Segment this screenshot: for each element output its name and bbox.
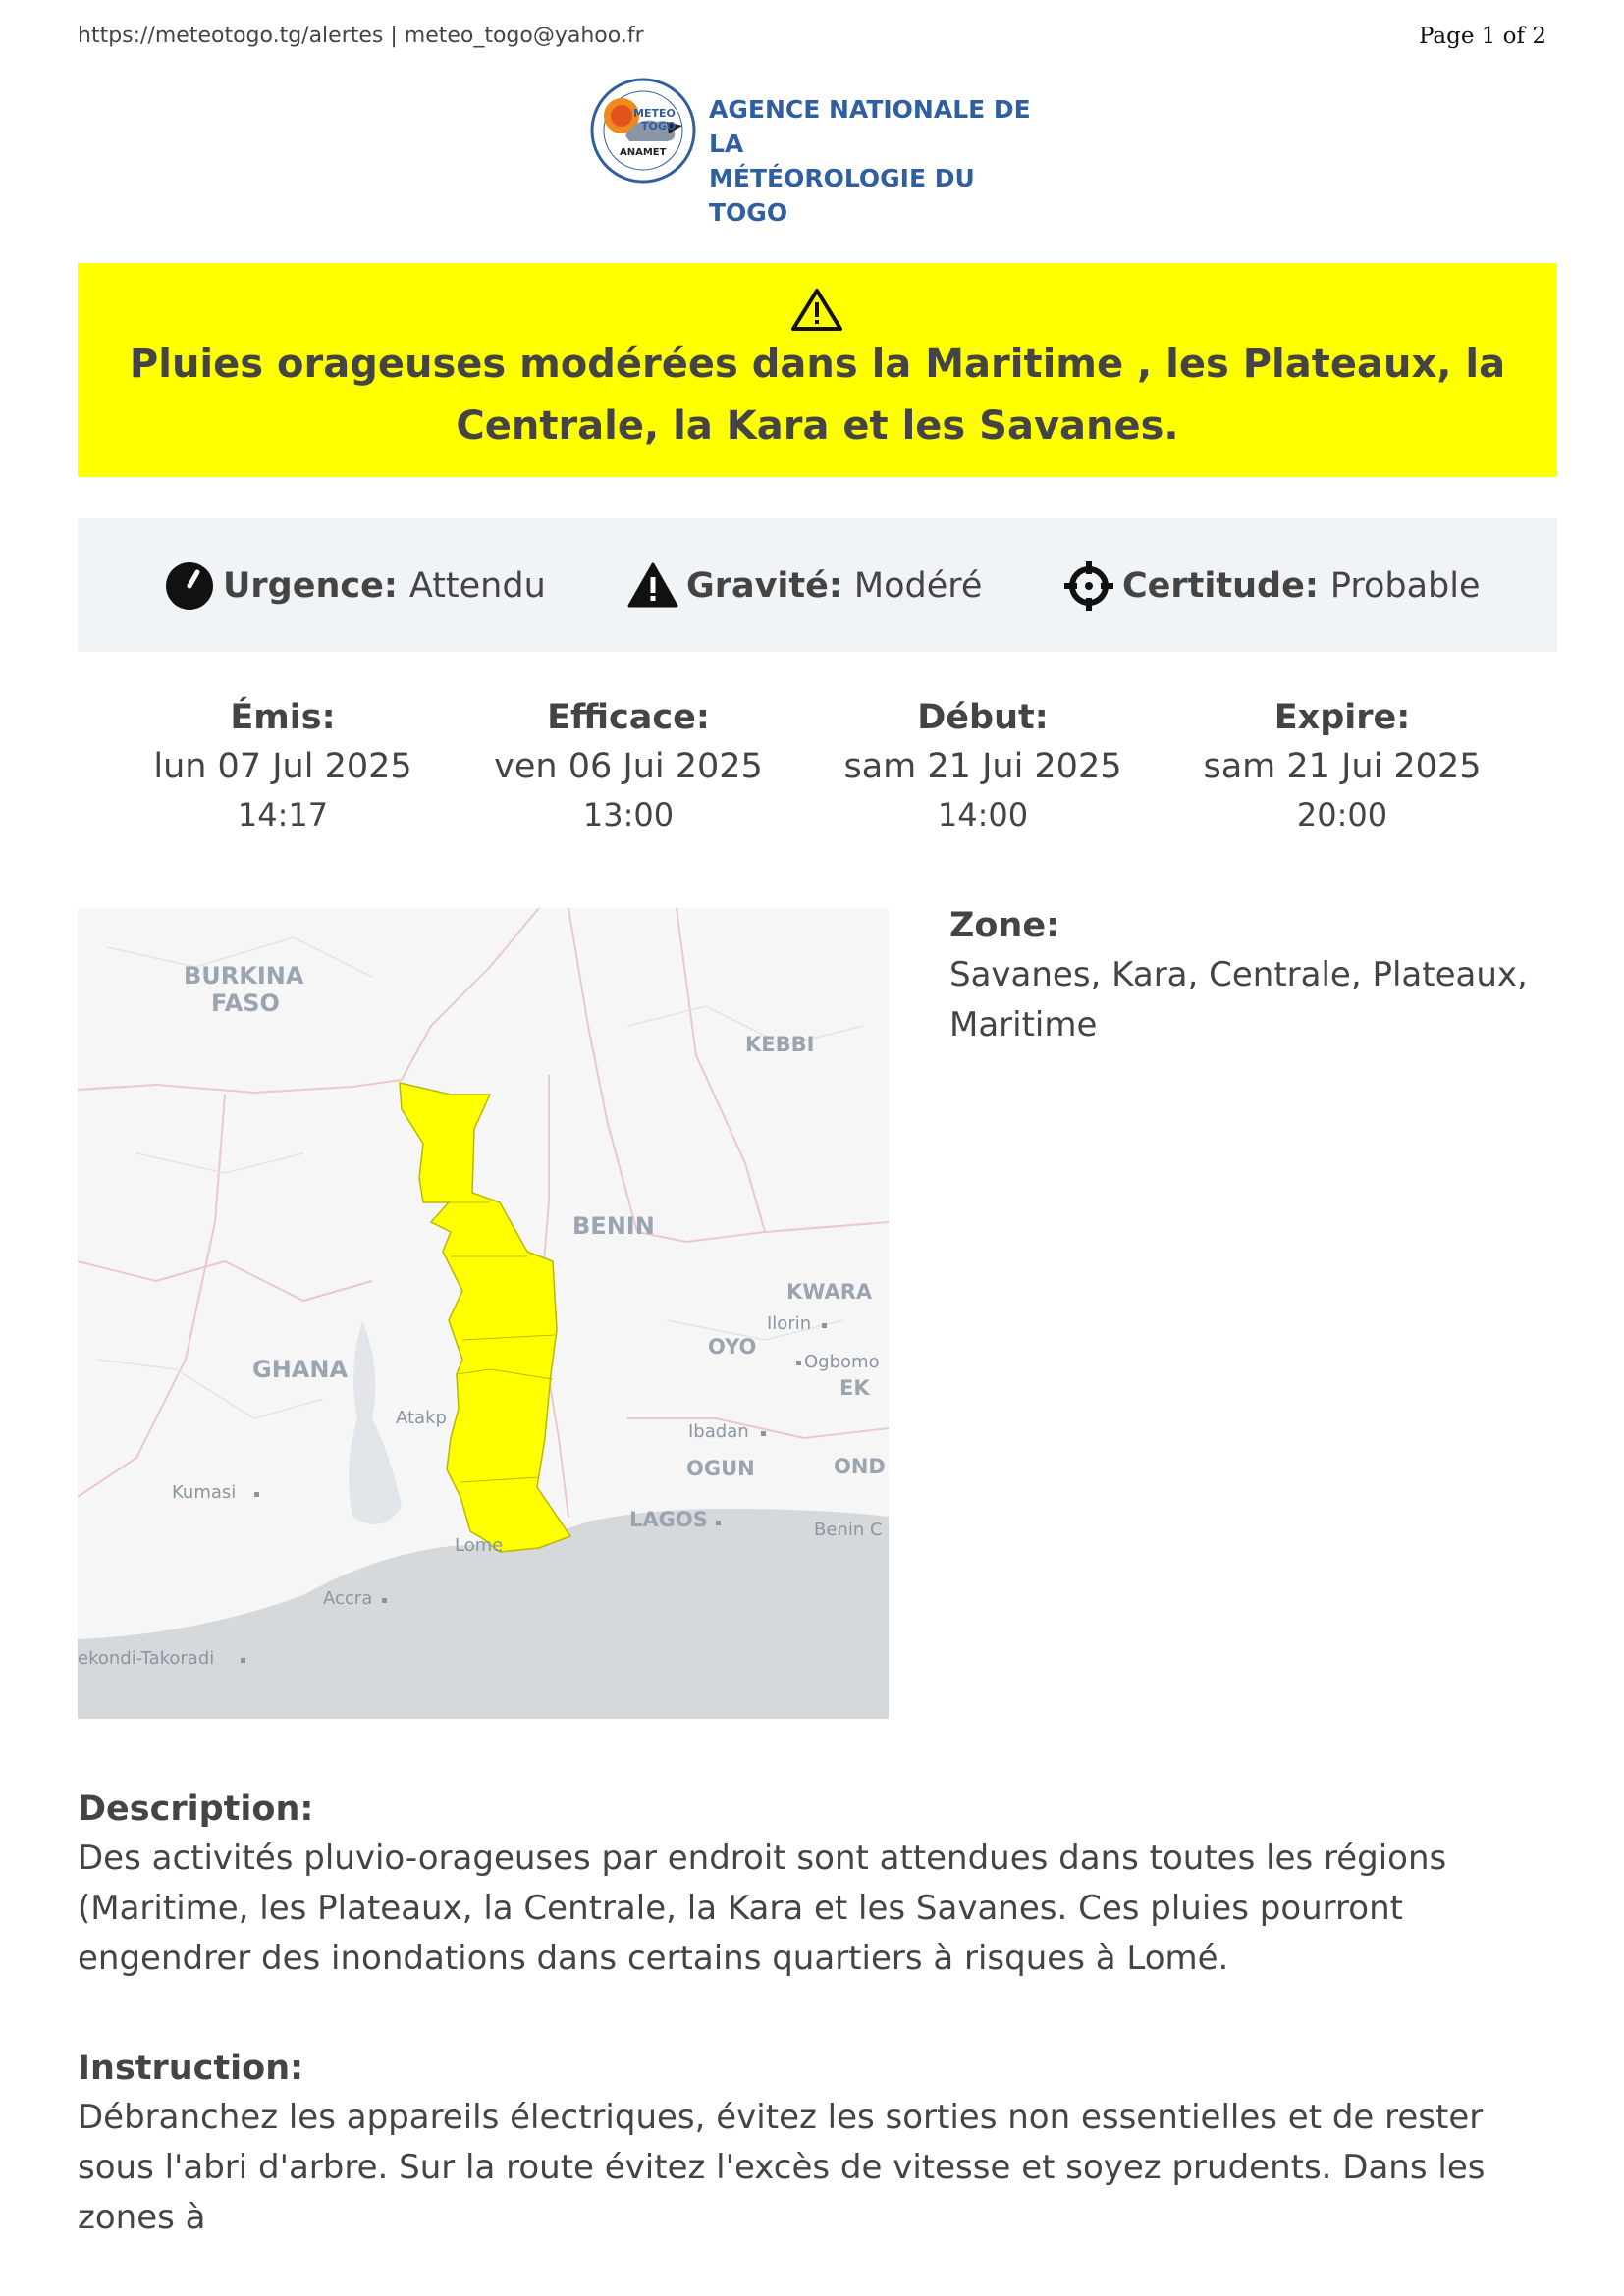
map-label-burkina: BURKINA	[184, 962, 304, 989]
description-text: Des activités pluvio-orageuses par endroit sont attendues dans toutes les régions (Maritime, les Plateaux, la Centrale, la Kara et les Savanes. Ces pluies pourront engendrer des inondations dans certains quartiers à risques à Lomé.	[78, 1839, 1447, 1978]
page-header	[78, 24, 1546, 53]
date-issued	[106, 693, 460, 838]
description-section	[78, 1785, 1557, 1984]
logo-badge-anamet: ANAMET	[620, 147, 667, 158]
map-label-kebbi: KEBBI	[745, 1033, 815, 1056]
date-value: sam 21 Jui 2025	[1203, 747, 1482, 786]
header-url-email: https://meteotogo.tg/alertes | meteo_togo@yahoo.fr	[78, 24, 644, 48]
date-effective	[452, 693, 805, 838]
description-label: Description:	[78, 1789, 314, 1829]
urgency-label: Urgence:	[223, 566, 398, 606]
map-label-ond: OND	[834, 1455, 886, 1478]
map-label-atakp: Atakp	[396, 1408, 447, 1428]
crosshair-icon	[1063, 561, 1114, 612]
map-label-ilorin: Ilorin	[767, 1313, 812, 1334]
date-value: sam 21 Jui 2025	[843, 747, 1122, 786]
map-label-ek: EK	[839, 1376, 870, 1400]
warning-filled-icon	[627, 561, 678, 612]
map-label-kwara: KWARA	[786, 1280, 873, 1304]
logo-badge-togo: TOGO	[641, 120, 677, 133]
map-label-kumasi: Kumasi	[172, 1482, 237, 1503]
date-label: Début:	[917, 698, 1049, 737]
map-label-lome: Lome	[455, 1535, 504, 1556]
urgency-value: Attendu	[408, 566, 546, 606]
date-value: lun 07 Jul 2025	[153, 747, 412, 786]
map-label-oyo: OYO	[708, 1335, 757, 1359]
date-value: ven 06 Jui 2025	[494, 747, 763, 786]
time-value: 14:00	[937, 796, 1029, 833]
anamet-badge-icon	[586, 77, 704, 185]
time-value: 20:00	[1296, 796, 1388, 833]
alert-banner	[78, 263, 1557, 477]
alert-map[interactable]	[78, 908, 889, 1719]
date-label: Efficace:	[547, 698, 710, 737]
map-label-lagos: LAGOS	[629, 1508, 708, 1531]
map-label-ghana: GHANA	[252, 1356, 349, 1383]
warning-triangle-icon	[790, 287, 843, 332]
time-value: 13:00	[582, 796, 675, 833]
severity-item	[627, 561, 982, 611]
urgency-item	[164, 561, 546, 611]
date-label: Émis:	[230, 698, 336, 737]
map-label-ogun: OGUN	[686, 1457, 755, 1480]
map-label-takoradi: ekondi-Takoradi	[78, 1648, 215, 1669]
date-label: Expire:	[1273, 698, 1411, 737]
clock-icon	[164, 561, 215, 612]
map-label-beninc: Benin C	[814, 1520, 883, 1540]
map-canvas	[78, 908, 889, 1719]
map-label-accra: Accra	[323, 1588, 373, 1609]
certainty-item	[1063, 561, 1481, 611]
alert-dates	[78, 693, 1557, 840]
page-number: Page 1 of 2	[1418, 24, 1546, 49]
logo-badge-meteo: METEO	[633, 107, 676, 120]
zone-section	[949, 901, 1557, 1050]
instruction-section	[78, 2044, 1557, 2243]
certainty-label: Certitude:	[1122, 566, 1319, 606]
map-label-benin: BENIN	[572, 1212, 655, 1240]
zone-label: Zone:	[949, 906, 1060, 945]
instruction-text: Débranchez les appareils électriques, évitez les sorties non essentielles et de rester sous l'abri d'arbre. Sur la route évitez l'excès de vitesse et soyez prudents. Dans les zones à	[78, 2098, 1486, 2237]
certainty-value: Probable	[1329, 566, 1481, 606]
anamet-logo	[586, 77, 1057, 227]
severity-value: Modéré	[853, 566, 983, 606]
zone-value: Savanes, Kara, Centrale, Plateaux, Maritime	[949, 955, 1528, 1044]
logo-line-2: MÉTÉOROLOGIE DU TOGO	[709, 164, 975, 227]
logo-text	[709, 92, 1057, 230]
map-label-faso: FASO	[211, 989, 280, 1017]
logo-line-1: AGENCE NATIONALE DE LA	[709, 95, 1031, 158]
alert-meta-bar	[78, 518, 1557, 652]
map-label-ibadan: Ibadan	[688, 1421, 749, 1442]
date-onset	[806, 693, 1160, 838]
time-value: 14:17	[237, 796, 329, 833]
severity-label: Gravité:	[686, 566, 842, 606]
instruction-label: Instruction:	[78, 2049, 304, 2088]
date-expires	[1165, 693, 1519, 838]
map-label-ogbomo: Ogbomo	[804, 1352, 880, 1372]
alert-title: Pluies orageuses modérées dans la Maritime , les Plateaux, la Centrale, la Kara et les Savanes.	[129, 342, 1506, 449]
